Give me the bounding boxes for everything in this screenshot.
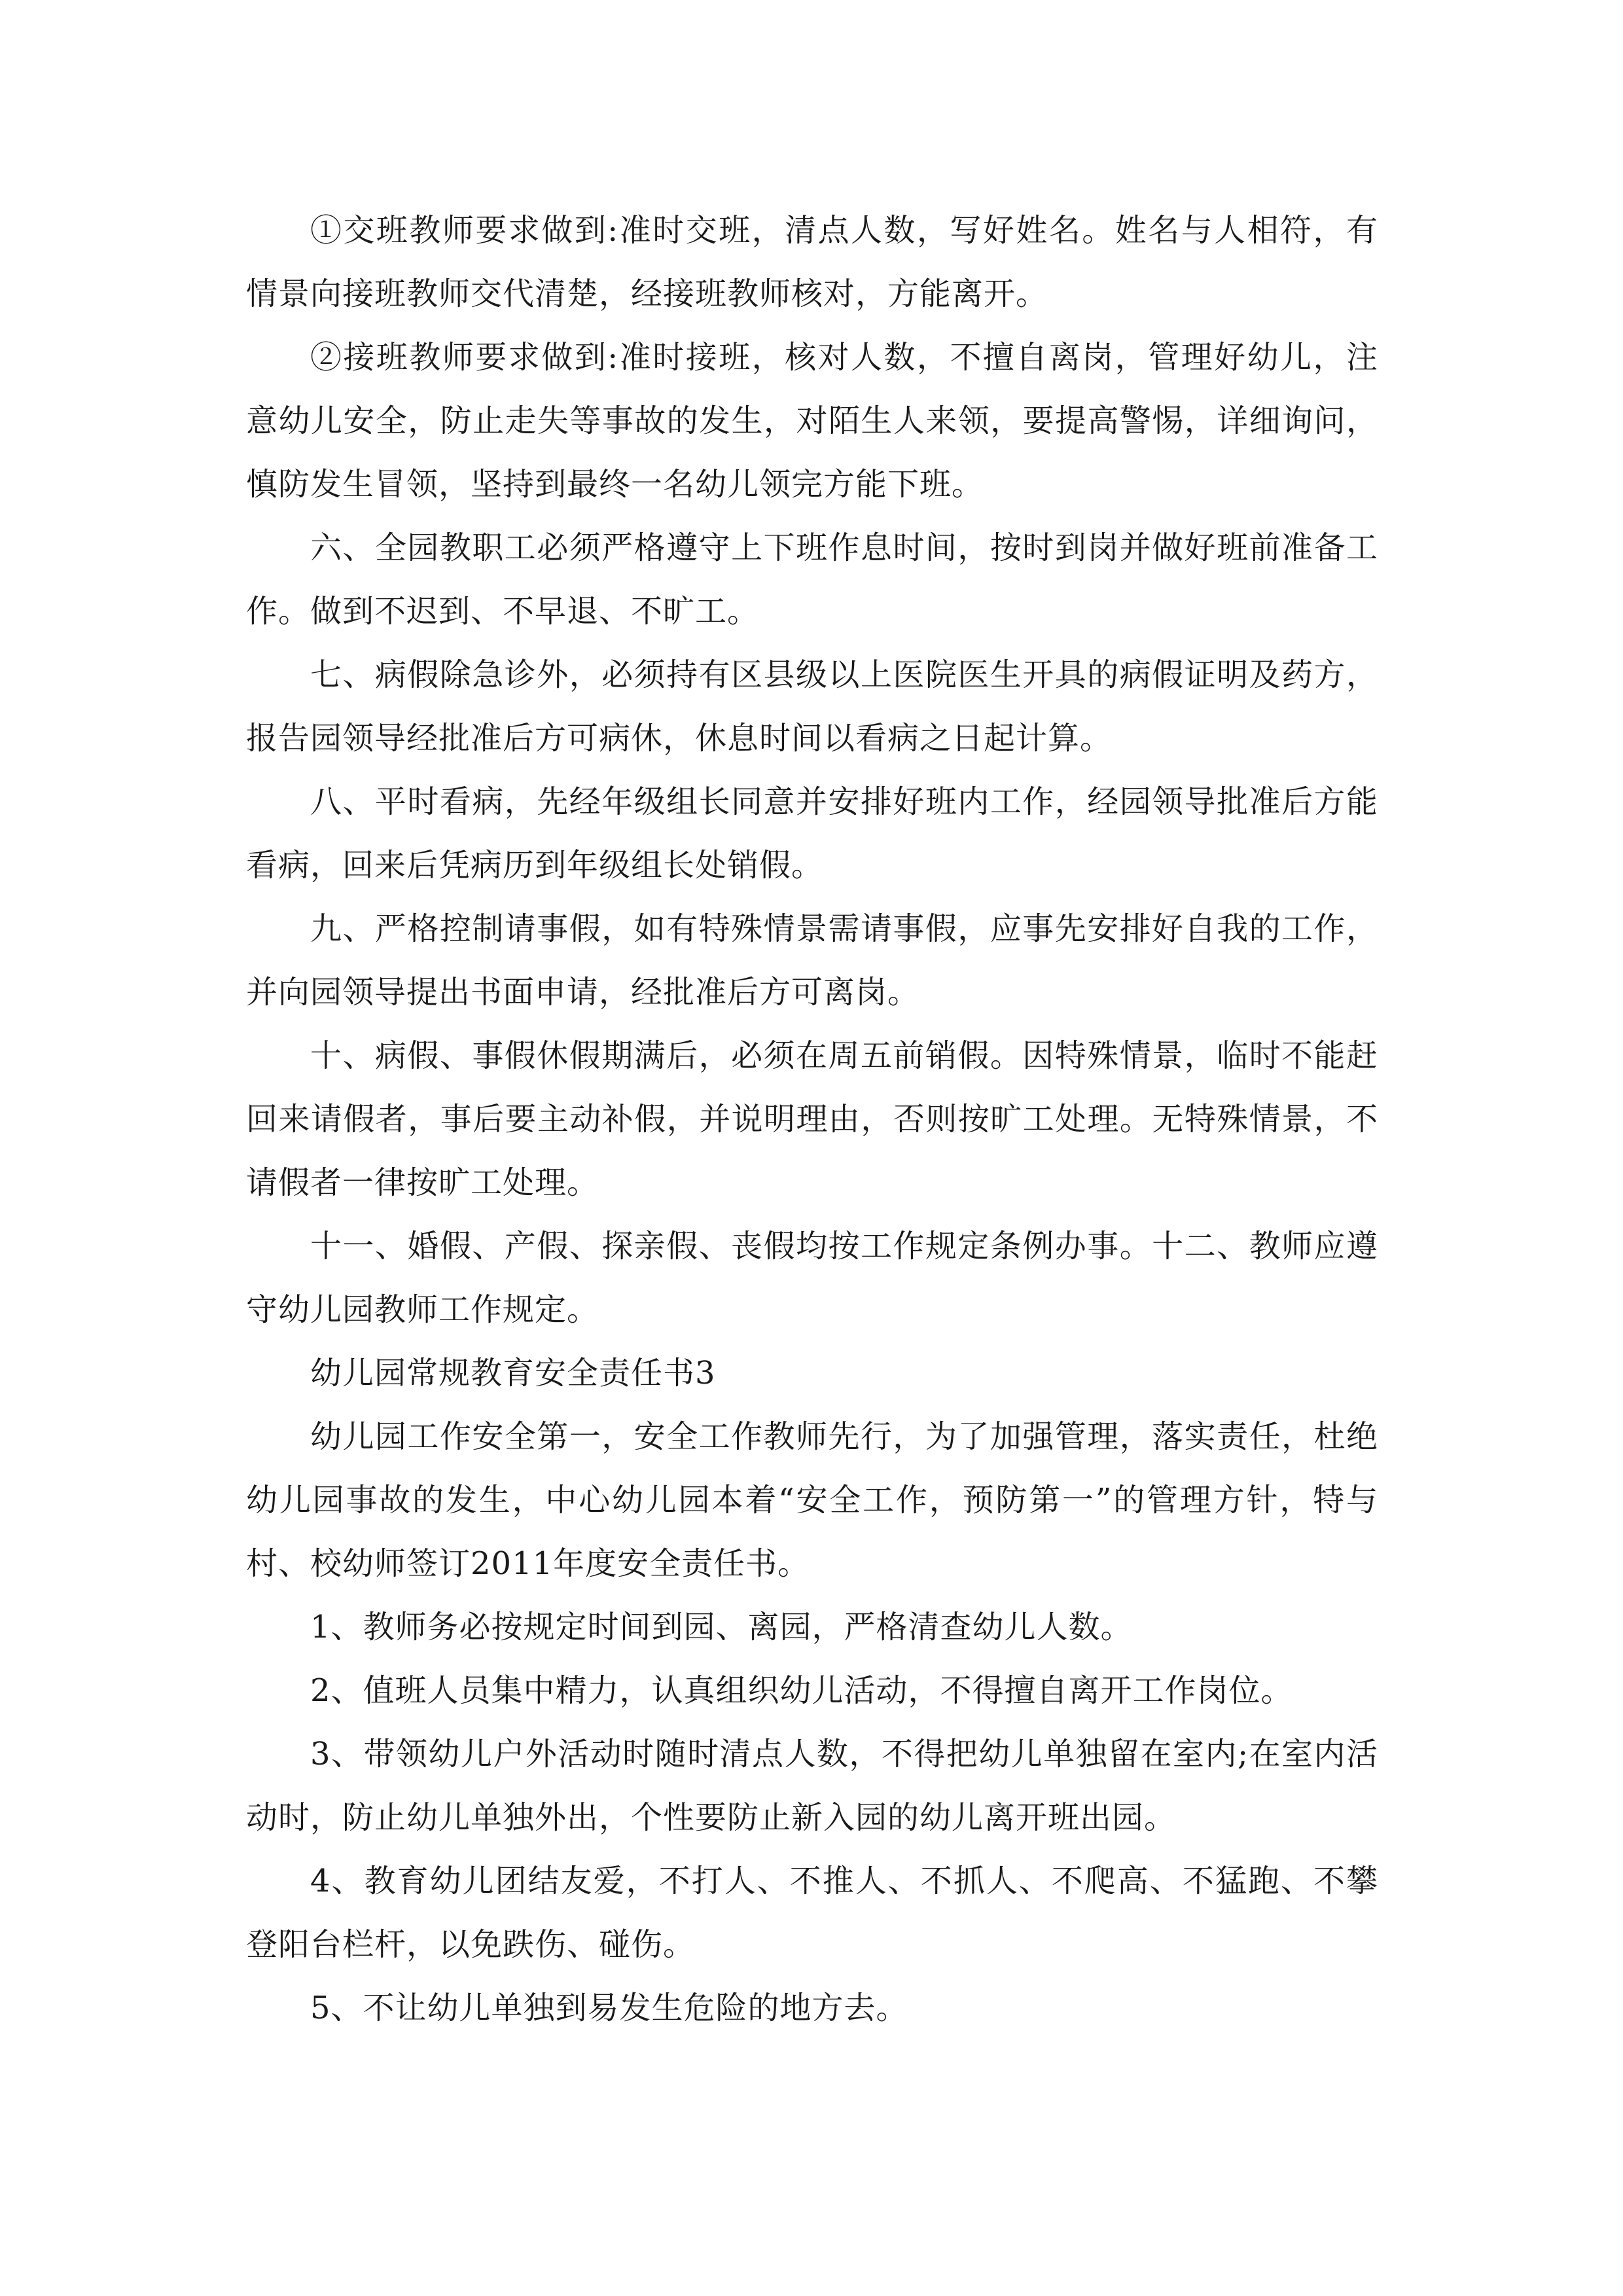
paragraph-rule-9: 九、严格控制请事假，如有特殊情景需请事假，应事先安排好自我的工作，并向园领导提出书面申请，经批准后方可离岗。: [246, 910, 1378, 1011]
paragraph-rule-11-12: 十一、婚假、产假、探亲假、丧假均按工作规定条例办事。十二、教师应遵守幼儿园教师工作规定。: [246, 1228, 1378, 1328]
paragraph-intro: 幼儿园工作安全第一，安全工作教师先行，为了加强管理，落实责任，杜绝幼儿园事故的发生，中心幼儿园本着“安全工作，预防第一”的管理方针，特与村、校幼师签订2011年度安全责任书。: [246, 1418, 1378, 1582]
list-item-3: 3、带领幼儿户外活动时随时清点人数，不得把幼儿单独留在室内;在室内活动时，防止幼儿单独外出，个性要防止新入园的幼儿离开班出园。: [246, 1736, 1378, 1836]
list-item-2: 2、值班人员集中精力，认真组织幼儿活动，不得擅自离开工作岗位。: [310, 1672, 1293, 1709]
section-heading: 幼儿园常规教育安全责任书3: [310, 1355, 716, 1391]
list-item-5: 5、不让幼儿单独到易发生危险的地方去。: [310, 1990, 908, 2026]
list-item-4: 4、教育幼儿团结友爱，不打人、不推人、不抓人、不爬高、不猛跑、不攀登阳台栏杆，以免跌伤、碰伤。: [246, 1863, 1378, 1963]
paragraph-handover-teacher: ①交班教师要求做到:准时交班，清点人数，写好姓名。姓名与人相符，有情景向接班教师交代清楚，经接班教师核对，方能离开。: [246, 212, 1378, 312]
paragraph-rule-8: 八、平时看病，先经年级组长同意并安排好班内工作，经园领导批准后方能看病，回来后凭病历到年级组长处销假。: [246, 783, 1378, 884]
paragraph-rule-7: 七、病假除急诊外，必须持有区县级以上医院医生开具的病假证明及药方，报告园领导经批准后方可病休，休息时间以看病之日起计算。: [246, 656, 1378, 757]
list-item-1: 1、教师务必按规定时间到园、离园，严格清查幼儿人数。: [310, 1609, 1133, 1645]
paragraph-rule-10: 十、病假、事假休假期满后，必须在周五前销假。因特殊情景，临时不能赶回来请假者，事后要主动补假，并说明理由，否则按旷工处理。无特殊情景，不请假者一律按旷工处理。: [246, 1037, 1378, 1201]
document-body: [246, 199, 1378, 2040]
paragraph-rule-6: 六、全园教职工必须严格遵守上下班作息时间，按时到岗并做好班前准备工作。做到不迟到、不早退、不旷工。: [246, 529, 1378, 630]
paragraph-receiving-teacher: ②接班教师要求做到:准时接班，核对人数，不擅自离岗，管理好幼儿，注意幼儿安全，防止走失等事故的发生，对陌生人来领，要提高警惕，详细询问，慎防发生冒领，坚持到最终一名幼儿领完方能下班。: [246, 339, 1378, 503]
